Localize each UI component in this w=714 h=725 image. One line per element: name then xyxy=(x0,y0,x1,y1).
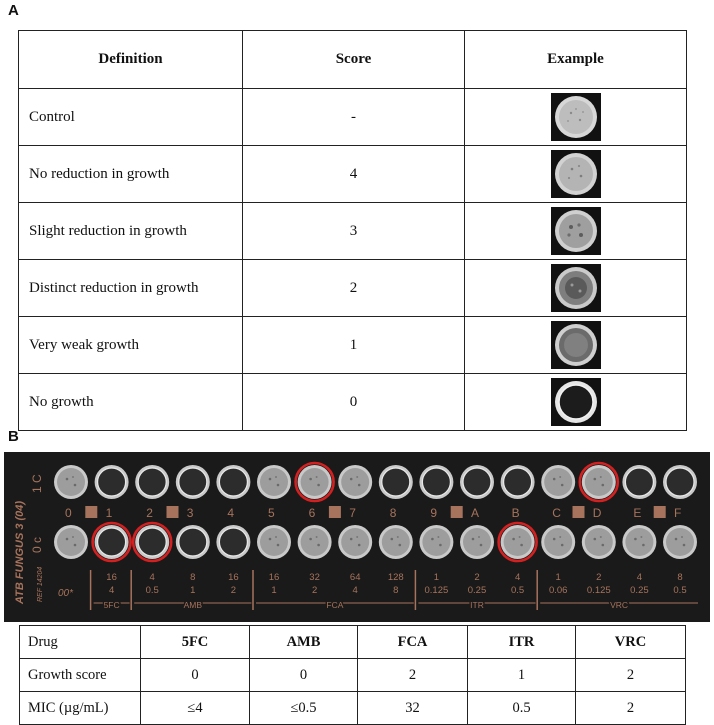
growth-amb: 0 xyxy=(250,659,358,692)
concentration-top: 4 xyxy=(636,572,643,583)
well-row1 xyxy=(257,465,291,499)
concentration-bottom: 0.125 xyxy=(424,585,449,596)
well-row2 xyxy=(133,523,171,561)
atb-fungus-strip-photo xyxy=(4,452,710,622)
drug-group-label: AMB xyxy=(183,600,203,610)
scoring-table-header xyxy=(19,31,687,89)
well-row1 xyxy=(622,465,656,499)
score-cell: - xyxy=(243,89,465,146)
well-row1 xyxy=(135,465,169,499)
definition-cell: Slight reduction in growth xyxy=(19,203,243,260)
mic-fca: 32 xyxy=(358,692,468,725)
well-row2 xyxy=(257,525,291,559)
score-cell: 3 xyxy=(243,203,465,260)
well-row1 xyxy=(296,463,334,501)
growth-score-4-image xyxy=(551,150,601,198)
growth-score-label: Growth score xyxy=(20,659,141,692)
well-label: 2 xyxy=(146,506,153,520)
table-row xyxy=(19,317,687,374)
well-row1 xyxy=(419,465,453,499)
well-row2 xyxy=(419,525,453,559)
score-cell: 0 xyxy=(243,374,465,431)
concentration-top: 16 xyxy=(228,572,239,583)
panel-label-b: B xyxy=(8,428,19,445)
well-label: 1 xyxy=(105,506,113,520)
growth-itr: 1 xyxy=(468,659,576,692)
well-row2 xyxy=(54,525,88,559)
concentration-top: 64 xyxy=(349,572,361,583)
concentration-bottom: 0.25 xyxy=(467,585,487,596)
concentration-bottom: 8 xyxy=(393,585,399,596)
drug-group-label: ITR xyxy=(470,600,484,610)
well-row1 xyxy=(338,465,372,499)
concentration-top: 8 xyxy=(190,572,196,583)
well-row1 xyxy=(460,465,494,499)
pair-marker xyxy=(451,506,463,518)
well-label: 3 xyxy=(186,506,194,520)
well-label: 8 xyxy=(389,506,397,520)
concentration-bottom: 0.5 xyxy=(510,585,525,596)
concentration-top: 16 xyxy=(268,572,280,583)
table-row xyxy=(19,146,687,203)
concentration-bottom: 0.125 xyxy=(586,585,611,596)
concentration-bottom: 2 xyxy=(230,585,237,596)
well-row2 xyxy=(663,525,697,559)
well-label: E xyxy=(633,506,642,520)
strip-side-label: ATB FUNGUS 3 (04) xyxy=(14,500,26,604)
definition-cell: Control xyxy=(19,89,243,146)
definition-cell: No growth xyxy=(19,374,243,431)
concentration-top: 8 xyxy=(677,572,683,583)
mic-vrc: 2 xyxy=(576,692,686,725)
pair-marker xyxy=(167,506,179,518)
score-cell: 4 xyxy=(243,146,465,203)
well-row1 xyxy=(176,465,210,499)
pair-marker xyxy=(573,506,585,518)
mic-itr: 0.5 xyxy=(468,692,576,725)
row2-code: 0 c xyxy=(30,536,44,553)
concentration-bottom: 0.06 xyxy=(548,585,568,596)
growth-score-2-image xyxy=(551,264,601,312)
drug-group-label: VRC xyxy=(610,600,629,610)
concentration-top: 32 xyxy=(309,572,320,583)
definition-cell: No reduction in growth xyxy=(19,146,243,203)
concentration-top: 4 xyxy=(514,572,521,583)
well-row2 xyxy=(216,525,250,559)
well-label: F xyxy=(674,506,682,520)
row1-code: 1 C xyxy=(30,474,44,493)
concentration-top: 1 xyxy=(433,572,440,583)
well-row2 xyxy=(379,525,413,559)
drug-itr: ITR xyxy=(468,626,576,659)
results-header-row xyxy=(20,626,686,659)
growth-fca: 2 xyxy=(358,659,468,692)
concentration-bottom: 4 xyxy=(108,585,115,596)
well-row2 xyxy=(338,525,372,559)
definition-cell: Very weak growth xyxy=(19,317,243,374)
table-row xyxy=(19,89,687,146)
scoring-table xyxy=(18,30,687,431)
well-label: D xyxy=(592,506,602,520)
concentration-bottom: 0.5 xyxy=(673,585,687,596)
well-label: 7 xyxy=(349,506,356,520)
well-row1 xyxy=(216,465,250,499)
well-row2 xyxy=(93,523,131,561)
well-label: B xyxy=(511,506,520,520)
well-row1 xyxy=(501,465,535,499)
header-definition: Definition xyxy=(19,31,243,89)
concentration-top: 2 xyxy=(596,572,602,583)
definition-cell: Distinct reduction in growth xyxy=(19,260,243,317)
header-example: Example xyxy=(465,31,687,89)
results-table xyxy=(19,625,686,725)
well-row2 xyxy=(582,525,616,559)
well-label: 5 xyxy=(268,506,275,520)
drug-amb: AMB xyxy=(250,626,358,659)
concentration-top: 4 xyxy=(149,572,155,583)
pair-marker xyxy=(329,506,341,518)
well-label: 0 xyxy=(65,506,72,520)
control-well-image xyxy=(551,93,601,141)
concentration-top: 128 xyxy=(387,572,404,583)
concentration-bottom: 0.5 xyxy=(145,585,159,596)
concentration-top: 1 xyxy=(555,572,561,583)
mic-row xyxy=(20,692,686,725)
drug-vrc: VRC xyxy=(576,626,686,659)
well-row2 xyxy=(541,525,575,559)
growth-score-3-image xyxy=(551,207,601,255)
drug-group-label: FCA xyxy=(326,600,344,610)
table-row xyxy=(19,203,687,260)
well-row1 xyxy=(663,465,697,499)
growth-vrc: 2 xyxy=(576,659,686,692)
growth-score-1-image xyxy=(551,321,601,369)
well-row1 xyxy=(95,465,129,499)
table-row xyxy=(19,260,687,317)
well-label: C xyxy=(552,506,561,520)
concentration-bottom: 4 xyxy=(352,585,358,596)
control-well-label: 00* xyxy=(58,588,74,599)
well-row2 xyxy=(499,523,537,561)
well-row2 xyxy=(298,525,332,559)
well-label: 9 xyxy=(430,506,438,520)
table-row xyxy=(19,374,687,431)
well-row1 xyxy=(54,465,88,499)
pair-marker xyxy=(85,506,97,518)
concentration-top: 16 xyxy=(106,572,117,583)
well-row2 xyxy=(176,525,210,559)
drug-header: Drug xyxy=(20,626,141,659)
concentration-bottom: 0.25 xyxy=(630,585,649,596)
ref-code: REF 14204 xyxy=(37,566,44,602)
pair-marker xyxy=(654,506,666,518)
well-label: 4 xyxy=(227,506,235,520)
well-row1 xyxy=(580,463,618,501)
well-row2 xyxy=(460,525,494,559)
growth-score-0-image xyxy=(551,378,601,426)
growth-5fc: 0 xyxy=(141,659,250,692)
score-cell: 2 xyxy=(243,260,465,317)
well-row1 xyxy=(379,465,413,499)
mic-amb: ≤0.5 xyxy=(250,692,358,725)
well-row1 xyxy=(541,465,575,499)
well-row2 xyxy=(622,525,656,559)
growth-score-row xyxy=(20,659,686,692)
drug-group-label: 5FC xyxy=(103,600,120,610)
concentration-bottom: 1 xyxy=(190,585,196,596)
concentration-top: 2 xyxy=(474,572,480,583)
mic-5fc: ≤4 xyxy=(141,692,250,725)
score-cell: 1 xyxy=(243,317,465,374)
concentration-bottom: 1 xyxy=(271,585,277,596)
header-score: Score xyxy=(243,31,465,89)
drug-5fc: 5FC xyxy=(141,626,250,659)
concentration-bottom: 2 xyxy=(311,585,318,596)
well-label: 6 xyxy=(308,506,316,520)
mic-label: MIC (µg/mL) xyxy=(20,692,141,725)
well-label: A xyxy=(471,506,480,520)
drug-fca: FCA xyxy=(358,626,468,659)
panel-label-a: A xyxy=(8,2,19,19)
